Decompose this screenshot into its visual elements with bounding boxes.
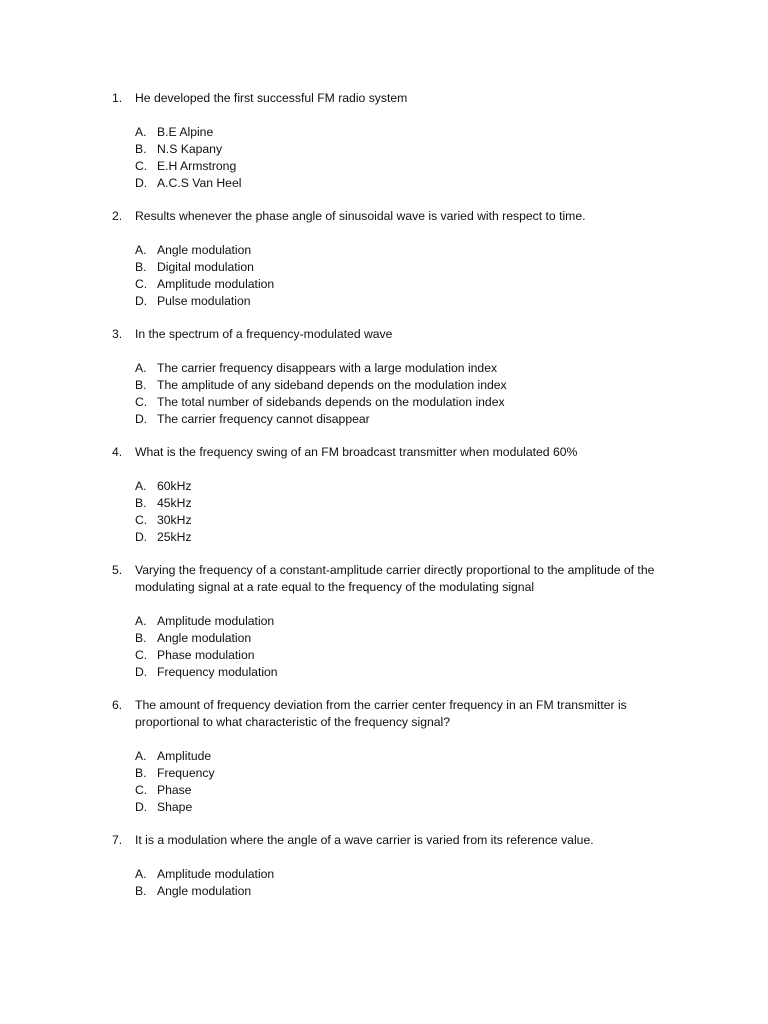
option-b: [135, 883, 682, 900]
option-b: [135, 377, 682, 394]
option-letter: B.: [135, 631, 147, 645]
option-a: [135, 613, 682, 630]
option-list: [135, 748, 682, 816]
option-letter: D.: [135, 294, 148, 308]
question-text: What is the frequency swing of an FM broadcast transmitter when modulated 60%: [135, 445, 578, 459]
option-d: [135, 175, 682, 192]
option-c: [135, 276, 682, 293]
option-letter: A.: [135, 243, 147, 257]
option-text: Amplitude modulation: [157, 277, 275, 291]
option-text: Angle modulation: [157, 884, 252, 898]
question-text: He developed the first successful FM radio system: [135, 91, 408, 105]
option-c: [135, 647, 682, 664]
option-text: The total number of sidebands depends on the modulation index: [157, 395, 505, 409]
option-letter: B.: [135, 378, 147, 392]
option-b: [135, 630, 682, 647]
option-d: [135, 411, 682, 428]
option-text: Frequency modulation: [157, 665, 278, 679]
question-1: [112, 90, 682, 204]
option-d: [135, 529, 682, 546]
option-c: [135, 782, 682, 799]
option-letter: A.: [135, 125, 147, 139]
option-text: The carrier frequency disappears with a large modulation index: [157, 361, 498, 375]
option-letter: D.: [135, 665, 148, 679]
option-d: [135, 664, 682, 681]
option-letter: B.: [135, 142, 147, 156]
option-text: A.C.S Van Heel: [157, 176, 242, 190]
option-letter: B.: [135, 884, 147, 898]
option-letter: C.: [135, 277, 148, 291]
option-a: [135, 360, 682, 377]
option-text: Amplitude modulation: [157, 614, 275, 628]
question-number: 6.: [112, 698, 123, 712]
question-7: [112, 832, 682, 912]
option-letter: B.: [135, 496, 147, 510]
question-6: [112, 697, 682, 828]
question-text: In the spectrum of a frequency-modulated wave: [135, 327, 393, 341]
option-a: [135, 866, 682, 883]
option-letter: B.: [135, 260, 147, 274]
option-c: [135, 394, 682, 411]
question-text: Varying the frequency of a constant-amplitude carrier directly proportional to the amplitude of the modulating signal at a rate equal to the frequency of the modulating signal: [135, 563, 655, 594]
question-text: Results whenever the phase angle of sinusoidal wave is varied with respect to time.: [135, 209, 586, 223]
option-a: [135, 478, 682, 495]
question-text: The amount of frequency deviation from the carrier center frequency in an FM transmitter is proportional to what characteristic of the frequency signal?: [135, 698, 627, 729]
option-text: E.H Armstrong: [157, 159, 237, 173]
question-number: 4.: [112, 445, 123, 459]
option-text: The carrier frequency cannot disappear: [157, 412, 370, 426]
question-text: It is a modulation where the angle of a wave carrier is varied from its reference value.: [135, 833, 594, 847]
option-letter: A.: [135, 867, 147, 881]
option-letter: A.: [135, 361, 147, 375]
option-c: [135, 512, 682, 529]
option-list: [135, 613, 682, 681]
question-number: 1.: [112, 91, 123, 105]
option-letter: C.: [135, 159, 148, 173]
option-text: 45kHz: [157, 496, 192, 510]
option-letter: D.: [135, 412, 148, 426]
option-letter: A.: [135, 479, 147, 493]
option-text: Shape: [157, 800, 193, 814]
option-list: [135, 478, 682, 546]
question-5: [112, 562, 682, 693]
option-list: [135, 242, 682, 310]
option-text: Digital modulation: [157, 260, 254, 274]
option-c: [135, 158, 682, 175]
option-text: The amplitude of any sideband depends on the modulation index: [157, 378, 507, 392]
option-text: Amplitude: [157, 749, 212, 763]
option-text: Phase modulation: [157, 648, 255, 662]
option-text: Amplitude modulation: [157, 867, 275, 881]
option-a: [135, 748, 682, 765]
option-letter: C.: [135, 648, 148, 662]
option-letter: D.: [135, 176, 148, 190]
option-b: [135, 495, 682, 512]
option-d: [135, 293, 682, 310]
option-letter: A.: [135, 614, 147, 628]
option-text: Phase: [157, 783, 192, 797]
option-letter: C.: [135, 395, 148, 409]
option-letter: C.: [135, 783, 148, 797]
option-list: [135, 866, 682, 900]
option-a: [135, 242, 682, 259]
option-text: Angle modulation: [157, 631, 252, 645]
option-text: 60kHz: [157, 479, 192, 493]
option-letter: C.: [135, 513, 148, 527]
option-list: [135, 360, 682, 428]
option-list: [135, 124, 682, 192]
option-b: [135, 141, 682, 158]
option-text: 25kHz: [157, 530, 192, 544]
question-4: [112, 444, 682, 558]
question-number: 5.: [112, 563, 123, 577]
option-letter: D.: [135, 800, 148, 814]
option-text: B.E Alpine: [157, 125, 214, 139]
option-letter: B.: [135, 766, 147, 780]
option-b: [135, 259, 682, 276]
option-letter: D.: [135, 530, 148, 544]
option-a: [135, 124, 682, 141]
option-letter: A.: [135, 749, 147, 763]
option-text: Angle modulation: [157, 243, 252, 257]
option-text: 30kHz: [157, 513, 192, 527]
option-d: [135, 799, 682, 816]
question-number: 3.: [112, 327, 123, 341]
question-3: [112, 326, 682, 440]
question-number: 2.: [112, 209, 123, 223]
option-b: [135, 765, 682, 782]
question-number: 7.: [112, 833, 123, 847]
option-text: Frequency: [157, 766, 215, 780]
option-text: Pulse modulation: [157, 294, 251, 308]
option-text: N.S Kapany: [157, 142, 223, 156]
question-2: [112, 208, 682, 322]
